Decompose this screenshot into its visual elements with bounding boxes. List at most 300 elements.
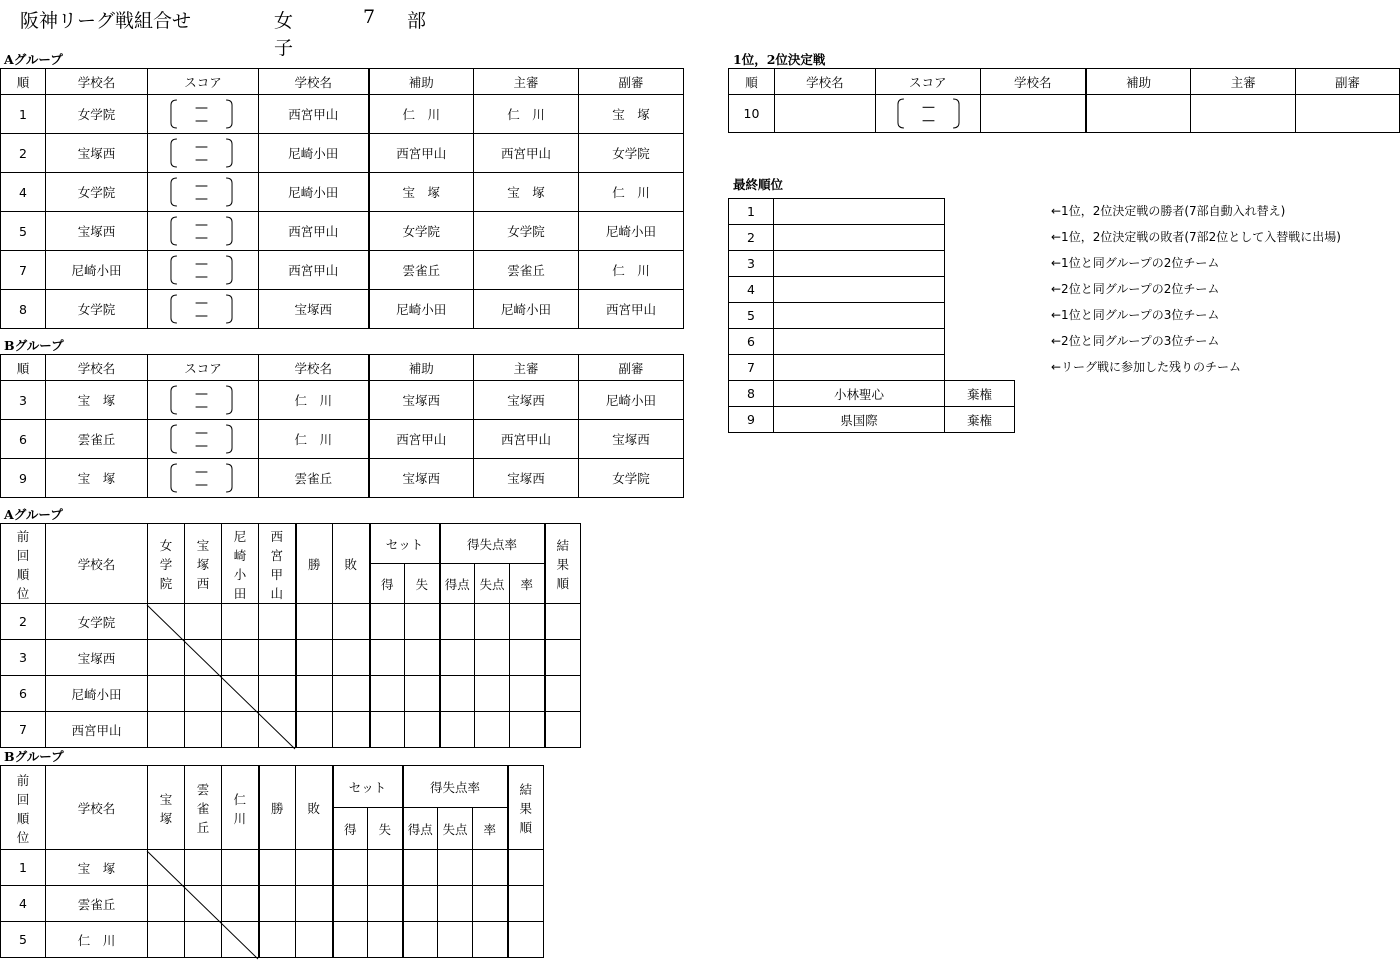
sets-lost-cell[interactable] [368,922,403,958]
points-for-cell[interactable] [440,604,475,640]
home-school: 女学院 [46,173,148,212]
standings-table [0,765,544,958]
sub-referee-team: 仁 川 [579,251,684,290]
score-bracket-icon [169,385,234,415]
points-against-cell[interactable] [438,850,473,886]
vertical-char: 学 [159,557,173,572]
vertical-char: 雀 [196,801,210,816]
header-school: 学校名 [46,69,148,95]
away-school: 西宮甲山 [259,95,369,134]
final-ranking-notes [1051,198,1341,380]
header-assist: 補助 [369,69,474,95]
score-bracket-icon [169,424,234,454]
score-cell[interactable] [148,251,259,290]
result-rank-cell[interactable] [545,712,581,748]
rank-note [945,199,1015,225]
match-result-cell[interactable] [185,922,222,958]
result-rank-cell[interactable] [545,640,581,676]
points-for-cell[interactable] [440,676,475,712]
assist-team: 宝塚西 [369,459,474,498]
match-result-cell[interactable] [259,604,296,640]
sub-referee-team: 仁 川 [579,173,684,212]
set-won-header: 得 [333,808,368,850]
sub-referee-team: 宝塚西 [579,420,684,459]
sets-lost-cell[interactable] [368,886,403,922]
header-school: 学校名 [46,355,148,381]
result-rank-cell[interactable] [508,886,544,922]
header-order: 順 [1,355,46,381]
school-name: 女学院 [46,604,148,640]
vertical-char: 川 [233,810,246,826]
match-row [1,459,684,498]
ranked-team [774,277,945,303]
prev-rank-header [1,766,46,850]
referee-team [1191,95,1296,133]
standings-b [0,765,544,958]
opponent-header [148,524,185,604]
set-header: セット [333,766,403,808]
wins-cell[interactable] [296,604,333,640]
vertical-char: 結 [556,538,569,553]
loss-header: 敗 [333,524,370,604]
match-result-cell[interactable] [185,640,222,676]
sets-won-cell[interactable] [370,712,405,748]
match-result-cell[interactable] [222,640,259,676]
group-a-schedule-table [0,68,684,329]
rank-number: 5 [729,303,774,329]
points-against-cell[interactable] [475,712,510,748]
match-number: 1 [1,95,46,134]
table-header [1,69,684,95]
vertical-char: 甲 [270,566,283,582]
match-result-cell[interactable] [148,640,185,676]
match-result-cell[interactable] [148,676,185,712]
match-number: 7 [1,251,46,290]
assist-team: 女学院 [369,212,474,251]
away-school: 仁 川 [259,381,369,420]
ranking-row [729,225,1015,251]
home-school: 宝塚西 [46,134,148,173]
ranking-row [729,381,1015,407]
standings-a [0,523,581,748]
standings-row [1,712,581,748]
score-bracket-icon [169,463,234,493]
header-referee: 主審 [474,355,579,381]
losses-cell[interactable] [296,922,333,958]
school-name: 宝 塚 [46,850,148,886]
standings-row [1,604,581,640]
losses-cell[interactable] [333,604,370,640]
home-school: 宝 塚 [46,459,148,498]
header-assist: 補助 [369,355,474,381]
away-school: 雲雀丘 [259,459,369,498]
prev-rank: 4 [1,886,46,922]
rate-header: 率 [510,564,545,604]
match-result-cell[interactable] [259,640,296,676]
ranked-team [774,251,945,277]
vertical-char: 塚 [196,557,210,572]
vertical-char: 崎 [233,547,247,563]
match-result-cell[interactable] [148,886,185,922]
ranking-note: ←1位と同グループの2位チーム [1051,256,1220,270]
sub-referee-team: 尼崎小田 [579,381,684,420]
ranking-note: ←2位と同グループの2位チーム [1051,282,1220,296]
points-against-header: 失点 [438,808,473,850]
home-school: 宝 塚 [46,381,148,420]
match-result-cell[interactable] [185,886,222,922]
vertical-char: 宝 [159,791,173,807]
match-number: 8 [1,290,46,329]
header-score: スコア [148,69,259,95]
ranked-team [774,225,945,251]
points-against-cell[interactable] [475,676,510,712]
points-against-cell[interactable] [438,922,473,958]
vertical-char: 女 [159,538,173,553]
vertical-char: 仁 [233,791,246,807]
score-bracket-icon [169,177,234,207]
rate-cell[interactable] [510,676,545,712]
ratio-header: 得失点率 [440,524,545,564]
sub-referee-team: 尼崎小田 [579,212,684,251]
match-result-cell[interactable] [259,676,296,712]
points-for-cell[interactable] [440,640,475,676]
final-ranking-label: 最終順位 [733,177,784,192]
score-cell[interactable] [148,290,259,329]
school-name: 西宮甲山 [46,712,148,748]
rank-note [945,303,1015,329]
referee-team: 宝 塚 [474,173,579,212]
rank-note [945,355,1015,381]
match-result-cell[interactable] [222,922,259,958]
result-rank-cell[interactable] [508,850,544,886]
losses-cell[interactable] [296,886,333,922]
match-row [1,290,684,329]
ranking-note: ←1位と同グループの3位チーム [1051,308,1220,322]
rank-note [945,225,1015,251]
prev-rank: 1 [1,850,46,886]
header-score: スコア [148,355,259,381]
rank-note [945,251,1015,277]
rate-cell[interactable] [473,850,508,886]
points-against-header: 失点 [475,564,510,604]
ranking-row [729,329,1015,355]
vertical-char: 果 [519,801,532,816]
score-cell[interactable] [148,134,259,173]
sets-lost-cell[interactable] [405,676,440,712]
losses-cell[interactable] [333,640,370,676]
referee-team: 西宮甲山 [474,134,579,173]
vertical-char: 回 [16,547,30,563]
sets-lost-cell[interactable] [405,604,440,640]
group-b-schedule-table [0,354,684,498]
match-result-cell[interactable] [222,604,259,640]
score-cell[interactable] [148,212,259,251]
sets-won-cell[interactable] [370,676,405,712]
rate-cell[interactable] [473,886,508,922]
ranking-row [729,407,1015,433]
vertical-char: 位 [16,585,30,601]
match-result-cell[interactable] [185,850,222,886]
standings-header [1,766,544,808]
sets-won-cell[interactable] [333,922,368,958]
standings-row [1,886,544,922]
header-school: 学校名 [259,355,369,381]
rank-number: 8 [729,381,774,407]
points-for-cell[interactable] [440,712,475,748]
division-suffix: 部 [407,10,427,32]
result-header [545,524,581,604]
rank-note [945,277,1015,303]
result-rank-cell[interactable] [545,604,581,640]
score-bracket-icon [169,255,234,285]
standings-row [1,850,544,886]
vertical-char: 宝 [196,538,210,553]
table-header [1,355,684,381]
losses-cell[interactable] [296,850,333,886]
vertical-char: 結 [519,782,532,797]
sets-won-cell[interactable] [370,640,405,676]
score-bracket-icon [896,98,961,129]
header-school: 学校名 [774,69,875,95]
prev-rank: 7 [1,712,46,748]
match-number: 4 [1,173,46,212]
match-result-cell[interactable] [222,676,259,712]
header-order: 順 [729,69,775,95]
match-result-cell[interactable] [185,604,222,640]
points-for-cell[interactable] [403,886,438,922]
assist-team: 宝塚西 [369,381,474,420]
match-result-cell[interactable] [148,850,185,886]
away-school: 宝塚西 [259,290,369,329]
vertical-char: 順 [16,566,30,582]
ranked-team [774,199,945,225]
rank-note [945,329,1015,355]
match-result-cell[interactable] [222,712,259,748]
set-lost-header: 失 [405,564,440,604]
set-lost-header: 失 [368,808,403,850]
rank-number: 3 [729,251,774,277]
result-rank-cell[interactable] [508,922,544,958]
sets-won-cell[interactable] [333,850,368,886]
wins-cell[interactable] [296,712,333,748]
vertical-char: 雲 [196,782,210,797]
score-cell[interactable] [148,95,259,134]
points-against-cell[interactable] [475,604,510,640]
vertical-char: 丘 [196,820,210,835]
vertical-char: 宮 [270,547,283,563]
sub-referee-team: 宝 塚 [579,95,684,134]
match-result-cell[interactable] [148,922,185,958]
prev-rank: 6 [1,676,46,712]
ranking-row [729,303,1015,329]
result-rank-cell[interactable] [545,676,581,712]
opponent-header [222,524,259,604]
sets-lost-cell[interactable] [405,640,440,676]
vertical-char: 尼 [233,528,247,544]
score-bracket-icon [169,294,234,324]
set-won-header: 得 [370,564,405,604]
rate-cell[interactable] [473,922,508,958]
sets-won-cell[interactable] [333,886,368,922]
vertical-char: 順 [16,810,30,826]
assist-team [1086,95,1191,133]
school-name: 宝塚西 [46,640,148,676]
standings-row [1,640,581,676]
final-match-label: 1位，2位決定戦 [733,52,826,67]
page-title [20,6,427,59]
match-row [1,251,684,290]
assist-team: 仁 川 [369,95,474,134]
standings-table [0,523,581,748]
match-result-cell[interactable] [222,886,259,922]
points-for-cell[interactable] [403,922,438,958]
sub-referee-team: 女学院 [579,459,684,498]
home-school: 女学院 [46,95,148,134]
match-result-cell[interactable] [259,712,296,748]
school-header: 学校名 [46,524,148,604]
match-result-cell[interactable] [222,850,259,886]
vertical-char: 西 [196,576,210,591]
rate-cell[interactable] [510,604,545,640]
ranking-row [729,355,1015,381]
assist-team: 西宮甲山 [369,420,474,459]
ranking-note: ←1位，2位決定戦の勝者(7部自動入れ替え) [1051,204,1286,218]
score-bracket-icon [169,99,234,129]
away-school: 西宮甲山 [259,251,369,290]
score-cell[interactable] [148,381,259,420]
wins-cell[interactable] [296,676,333,712]
league-title: 阪神リーグ戦組合せ [20,10,192,32]
wins-cell[interactable] [259,922,296,958]
result-header [508,766,544,850]
vertical-char: 田 [233,585,247,601]
assist-team: 宝 塚 [369,173,474,212]
header-school: 学校名 [980,69,1086,95]
referee-team: 仁 川 [474,95,579,134]
points-for-header: 得点 [403,808,438,850]
vertical-char: 小 [233,566,247,582]
match-row [1,381,684,420]
ranking-note: ←1位，2位決定戦の敗者(7部2位として入替戦に出場) [1051,230,1341,244]
ranked-team [774,303,945,329]
prev-rank: 5 [1,922,46,958]
prev-rank-header [1,524,46,604]
vertical-char: 果 [556,557,569,572]
division-number: 7 [363,6,376,28]
vertical-char: 順 [556,576,569,591]
score-cell[interactable] [148,459,259,498]
rate-header: 率 [473,808,508,850]
match-row [1,95,684,134]
vertical-char: 回 [16,791,30,807]
match-result-cell[interactable] [148,604,185,640]
rank-note: 棄権 [945,407,1015,433]
away-school: 西宮甲山 [259,212,369,251]
score-cell[interactable] [148,420,259,459]
standings-row [1,676,581,712]
losses-cell[interactable] [333,712,370,748]
referee-team: 宝塚西 [474,381,579,420]
set-header: セット [370,524,440,564]
away-school: 尼崎小田 [259,173,369,212]
ranking-row [729,251,1015,277]
vertical-char: 位 [16,829,30,845]
standings-b-label: Bグループ [4,749,64,764]
vertical-char: 前 [16,528,30,544]
opponent-header [148,766,185,850]
referee-team: 尼崎小田 [474,290,579,329]
vertical-char: 塚 [159,810,173,826]
rate-cell[interactable] [510,640,545,676]
match-number: 6 [1,420,46,459]
rank-number: 4 [729,277,774,303]
group-b-label: Bグループ [4,338,64,353]
sets-lost-cell[interactable] [405,712,440,748]
ranked-team [774,329,945,355]
header-referee: 主審 [474,69,579,95]
ranking-note: ←リーグ戦に参加した残りのチーム [1051,360,1242,374]
match-result-cell[interactable] [148,712,185,748]
referee-team: 女学院 [474,212,579,251]
gender-label: 女子 [274,10,294,59]
rank-note: 棄権 [945,381,1015,407]
wins-cell[interactable] [296,640,333,676]
header-sub-referee: 副審 [579,69,684,95]
vertical-char: 前 [16,772,30,788]
school-header: 学校名 [46,766,148,850]
prev-rank: 2 [1,604,46,640]
home-school: 女学院 [46,290,148,329]
losses-cell[interactable] [333,676,370,712]
match-row [1,212,684,251]
home-school: 宝塚西 [46,212,148,251]
referee-team: 宝塚西 [474,459,579,498]
final-match-table [728,68,1400,133]
rank-number: 2 [729,225,774,251]
score-cell[interactable] [148,173,259,212]
standings-row [1,922,544,958]
loss-header: 敗 [296,766,333,850]
sets-lost-cell[interactable] [368,850,403,886]
header-referee: 主審 [1191,69,1296,95]
standings-header [1,524,581,564]
away-school: 尼崎小田 [259,134,369,173]
match-result-cell[interactable] [185,712,222,748]
points-against-cell[interactable] [438,886,473,922]
match-row [1,420,684,459]
school-name: 仁 川 [46,922,148,958]
wins-cell[interactable] [259,850,296,886]
header-sub-referee: 副審 [1296,69,1400,95]
ranking-row [729,199,1015,225]
match-row [729,95,1400,133]
score-cell[interactable] [875,95,980,133]
points-against-cell[interactable] [475,640,510,676]
table-header [729,69,1400,95]
match-result-cell[interactable] [185,676,222,712]
assist-team: 雲雀丘 [369,251,474,290]
school-name: 尼崎小田 [46,676,148,712]
points-for-cell[interactable] [403,850,438,886]
ranking-row [729,277,1015,303]
vertical-char: 順 [519,820,532,835]
opponent-header [185,766,222,850]
wins-cell[interactable] [259,886,296,922]
ranked-team [774,355,945,381]
sets-won-cell[interactable] [370,604,405,640]
rate-cell[interactable] [510,712,545,748]
score-bracket-icon [169,138,234,168]
